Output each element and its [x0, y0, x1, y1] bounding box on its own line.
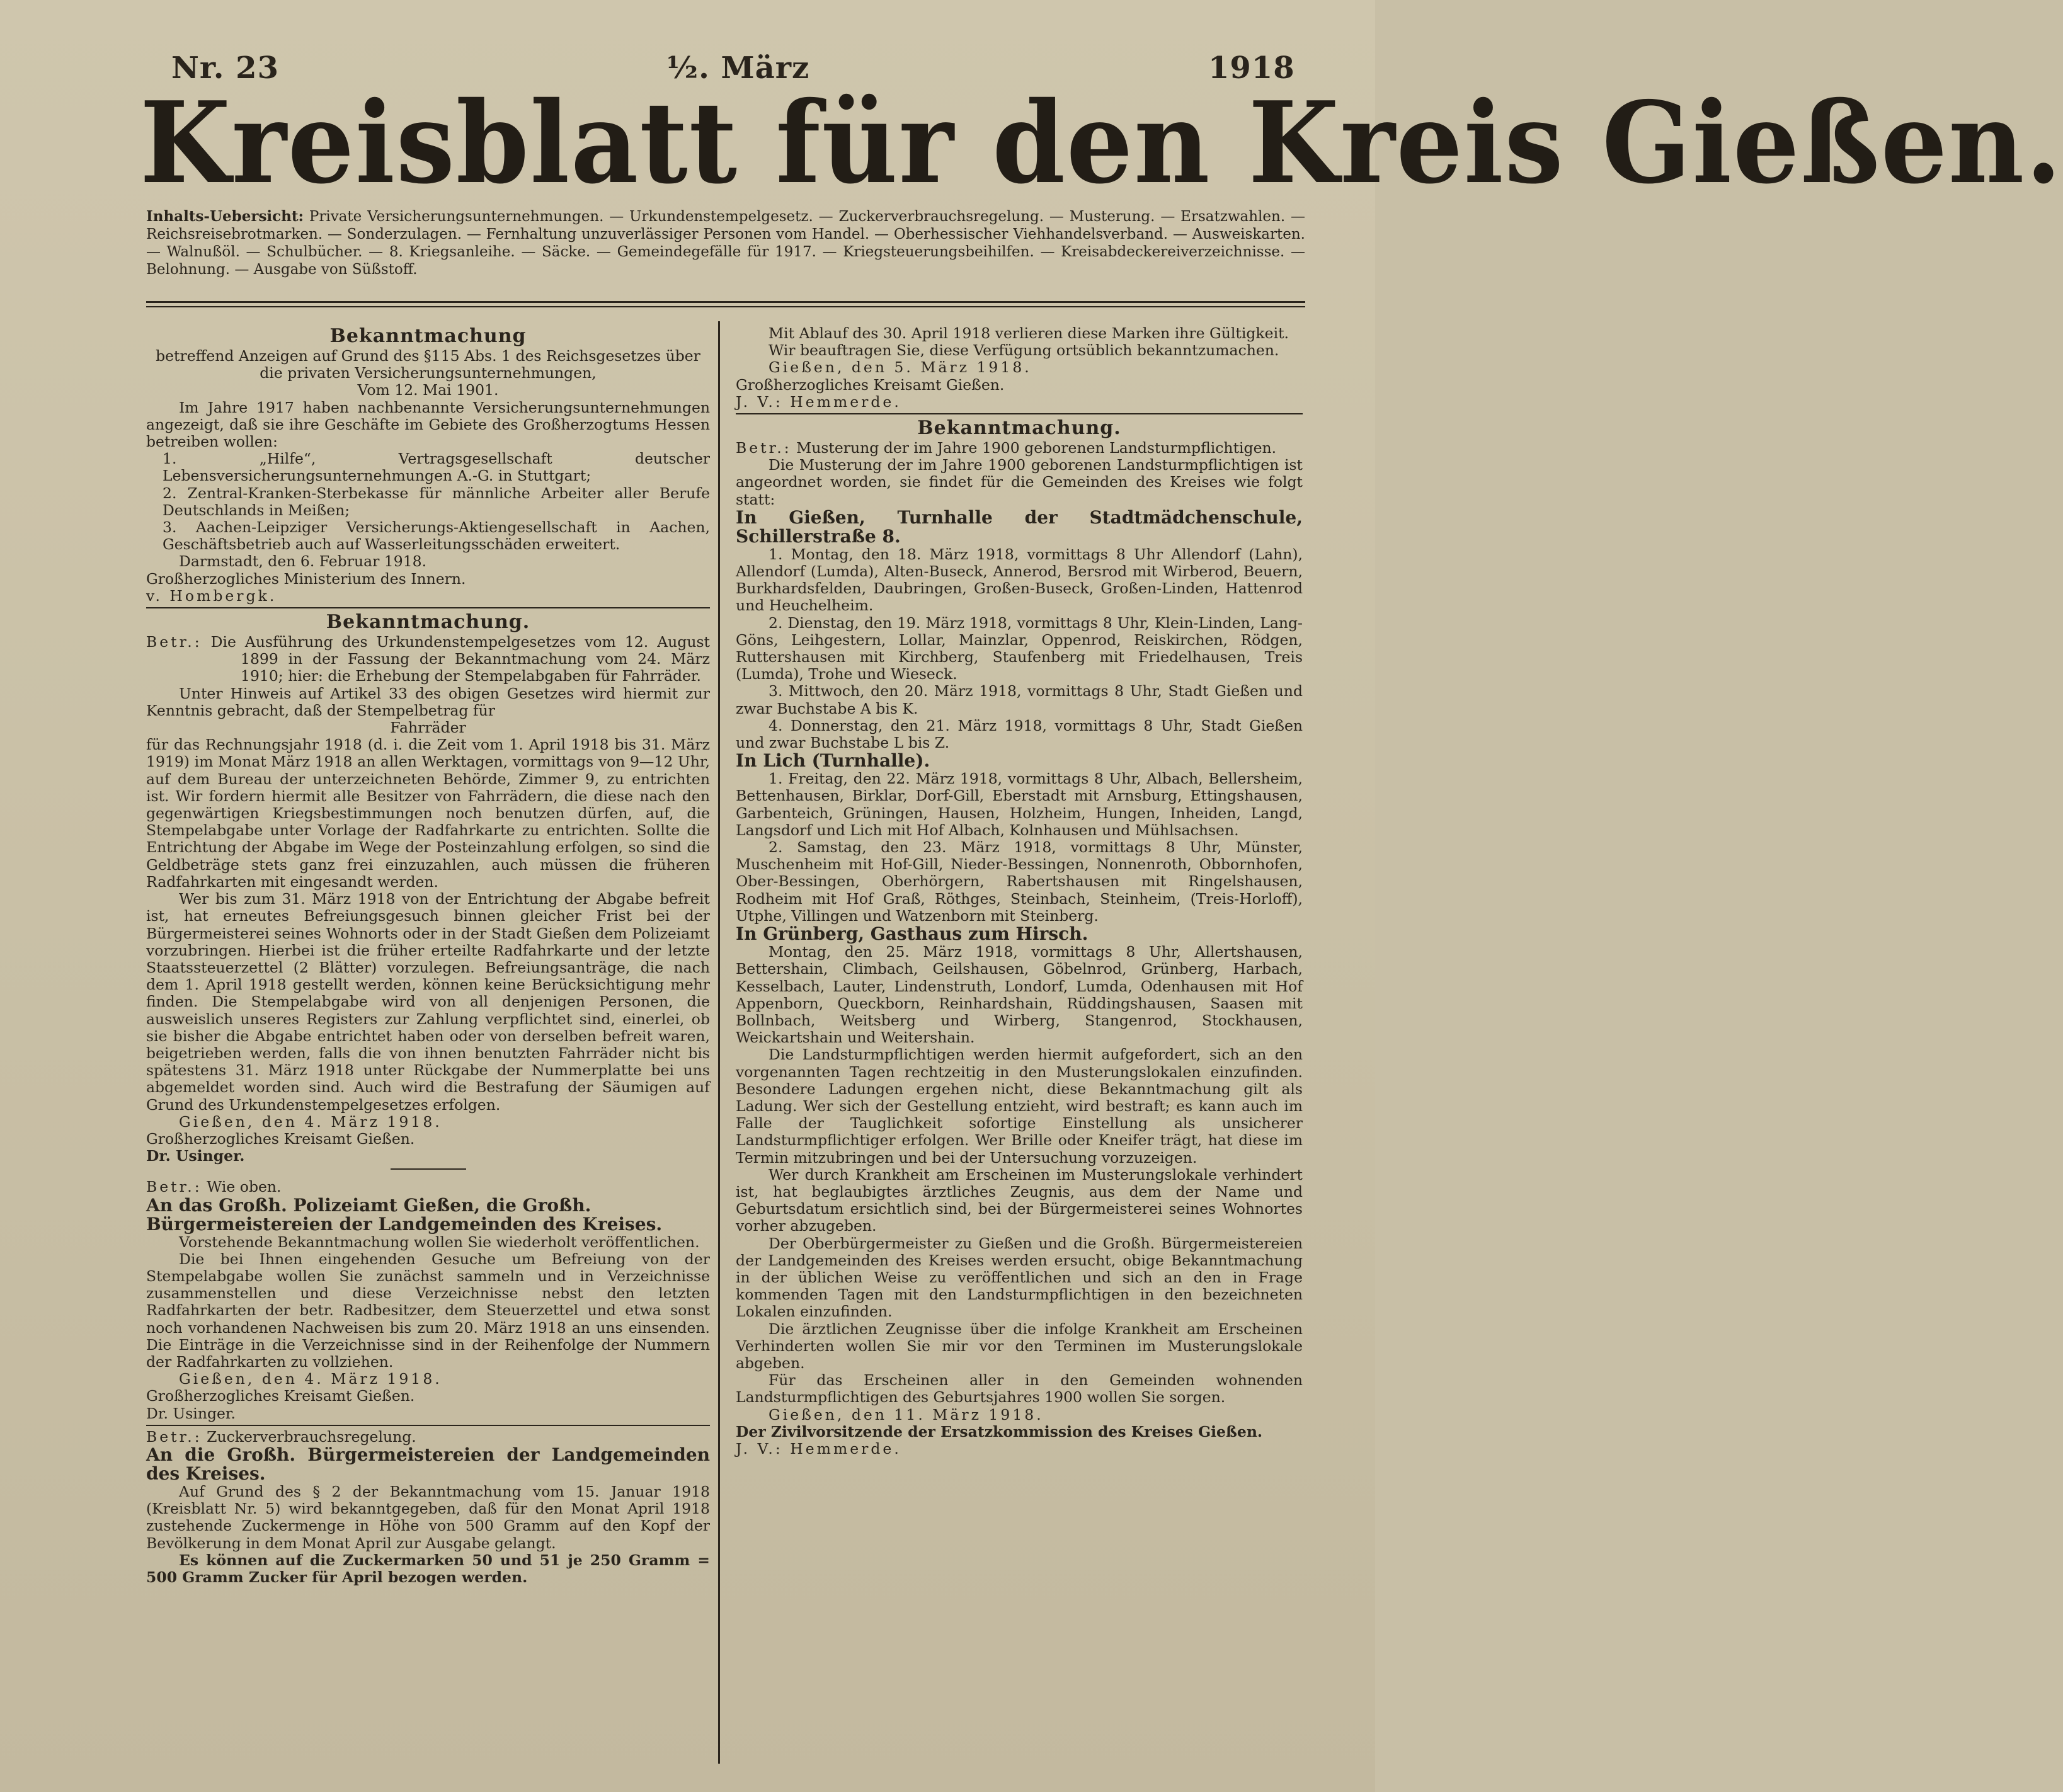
a4-paragraph: Es können auf die Zuckermarken 50 und 51 je 250 Gramm = 500 Gramm Zucker für April bezogen werden. — [146, 1551, 710, 1586]
a2-signature: Dr. Usinger. — [146, 1147, 245, 1165]
a4-subject: Zuckerverbrauchsregelung. — [207, 1427, 416, 1446]
a1-subtitle: betreffend Anzeigen auf Grund des §115 Abs. 1 des Reichsgesetzes über die privaten Versicherungsunternehmungen, — [156, 347, 700, 382]
a1-paragraph: Im Jahre 1917 haben nachbenannte Versicherungsunternehmungen angezeigt, daß sie ihre Geschäfte im Gebiete des Großherzogtums Hessen betreiben wollen: — [146, 398, 710, 451]
a2-subject-text: Die Ausführung des Urkundenstempelgesetzes vom 12. August 1899 in der Fassung der Bekanntmachung vom 24. März 1910; hier: die Erhebung der Stempelabgaben für Fahrräder. — [210, 633, 710, 685]
a5-paragraph: Der Oberbürgermeister zu Gießen und die Großh. Bürgermeistereien der Landgemeinden des Kreises werden ersucht, obige Bekanntmachung in der üblichen Weise zu veröffentlichen und sich an den in Frage kommenden Tagen mit den Landsturmpflichtigen in den bezeichneten Lokalen einzufinden. — [736, 1234, 1303, 1321]
a3-subject: Wie oben. — [207, 1178, 282, 1196]
masthead-title: Kreisblatt für den Kreis Gießen. — [140, 77, 2063, 208]
a2-authority: Großherzogliches Kreisamt Gießen. — [146, 1129, 415, 1148]
a5-schedule: Montag, den 25. März 1918, vormittags 8 Uhr, Allertshausen, Bettershain, Climbach, Geilshausen, Göbelnrod, Grünberg, Harbach, Kesselbach, Lauter, Lindenstruth, Londorf, Lumda, Odenhausen mit Hof Appenborn, Queckborn, Reinhardshain, Rüddingshausen, Saasen mit Bollnbach, Weitsberg und Wirberg, Stangenrod, Stockhausen, Weickartshain und Weitershain. — [736, 943, 1303, 1047]
betr-label: Betr.: — [736, 439, 792, 457]
a3-authority: Großherzogliches Kreisamt Gießen. — [146, 1387, 415, 1405]
a5-subject — [736, 440, 1303, 457]
betr-label: Betr.: — [146, 1178, 202, 1196]
a4-paragraph: Auf Grund des § 2 der Bekanntmachung vom 15. Januar 1918 (Kreisblatt Nr. 5) wird bekanntgegeben, daß für den Monat April 1918 zustehende Zuckermenge in Höhe von 500 Gramm auf den Kopf der Bevölkerung in dem Monat April zur Ausgabe gelangt. — [146, 1482, 710, 1552]
issue-year: 1918 — [1208, 50, 1295, 86]
table-of-contents — [146, 208, 1305, 278]
a1-place-date: Darmstadt, den 6. Februar 1918. — [179, 552, 427, 571]
a5-paragraph: Die ärztlichen Zeugnisse über die infolge Krankheit am Erscheinen Verhinderten wollen Sie mir vor den Terminen im Musterungslokale abgeben. — [736, 1320, 1303, 1372]
a5-place-date: Gießen, den 11. März 1918. — [769, 1405, 1044, 1424]
a1-title: Bekanntmachung — [329, 325, 527, 347]
a5-paragraph: Wer durch Krankheit am Erscheinen im Musterungslokale verhindert ist, hat beglaubigtes ärztliches Zeugnis, aus dem der Name und Geburtsdatum ersichtlich sind, bei der Bürgermeisterei seines Wohnortes vorher abzugeben. — [736, 1165, 1303, 1235]
a4-addressee: An die Großh. Bürgermeistereien der Landgemeinden des Kreises. — [146, 1444, 710, 1484]
a3-place-date: Gießen, den 4. März 1918. — [179, 1370, 442, 1388]
toc-text: Private Versicherungsunternehmungen. — Urkundenstempelgesetz. — Zuckerverbrauchsregelung. — Musterung. — Ersatzwahlen. — Reichsreisebrotmarken. — Sonderzulagen. — Fernhaltung unzuverlässiger Personen vom Handel. — Oberhessischer Viehhandelsverband. — Ausweiskarten. — Walnußöl. — Schulbücher. — 8. Kriegsanleihe. — Säcke. — Gemeindegefälle für 1917. — Kriegsteuerungsbeihilfen. — Kreisabdeckereiverzeichnisse. — Belohnung. — Ausgabe von Süßstoff. — [146, 208, 1305, 278]
a5-paragraph: Die Musterung der im Jahre 1900 geborenen Landsturmpflichtigen ist angeordnet worden, sie findet für die Gemeinden des Kreises wie folgt statt: — [736, 456, 1303, 508]
a3-signature: Dr. Usinger. — [146, 1404, 236, 1422]
a5-location: In Lich (Turnhalle). — [736, 750, 930, 772]
a5-signature: J. V.: Hemmerde. — [736, 1439, 901, 1458]
a5-schedule: 2. Samstag, den 23. März 1918, vormittags 8 Uhr, Münster, Muschenheim mit Hof-Gill, Nieder-Bessingen, Nonnenroth, Obbornhofen, Ober-Bessingen, Oberhörgern, Rabertshausen mit Ringelshausen, Rodheim mit Hof Graß, Röthges, Steinbach, Steinheim, (Treis-Horloff), Utphe, Villingen und Watzenborn mit Steinberg. — [736, 838, 1303, 925]
divider — [146, 607, 710, 608]
a5-schedule: 1. Montag, den 18. März 1918, vormittags 8 Uhr Allendorf (Lahn), Allendorf (Lumda), Alten-Buseck, Annerod, Bersrod mit Wirberod, Beuern, Burkhardsfelden, Daubringen, Großen-Buseck, Großen-Linden, Hattenrod und Heuchelheim. — [736, 545, 1303, 615]
a4-paragraph: Mit Ablauf des 30. April 1918 verlieren diese Marken ihre Gültigkeit. — [769, 324, 1289, 342]
a5-schedule: 2. Dienstag, den 19. März 1918, vormittags 8 Uhr, Klein-Linden, Lang-Göns, Leihgestern, Lollar, Mainzlar, Oppenrod, Reiskirchen, Rödgen, Ruttershausen mit Kirchberg, Staufenberg mit Friedelhausen, Treis (Lumda), Trohe und Wieseck. — [736, 614, 1303, 683]
toc-label: Inhalts-Uebersicht: — [146, 208, 304, 225]
a2-place-date: Gießen, den 4. März 1918. — [179, 1112, 442, 1131]
betr-label: Betr.: — [146, 1427, 202, 1446]
a5-schedule: 1. Freitag, den 22. März 1918, vormittags 8 Uhr, Albach, Bellersheim, Bettenhausen, Birklar, Dorf-Gill, Eberstadt mit Arnsburg, Ettingshausen, Garbenteich, Grüningen, Hausen, Holzheim, Hungen, Inheiden, Langd, Langsdorf und Lich mit Hof Albach, Kolnhausen und Mühlsachsen. — [736, 770, 1303, 839]
a2-subject — [146, 634, 710, 685]
a2-paragraph: für das Rechnungsjahr 1918 (d. i. die Zeit vom 1. April 1918 bis 31. März 1919) im Monat März 1918 an allen Werktagen, vormittags von 9—12 Uhr, auf dem Bureau der unterzeichneten Behörde, Zimmer 9, zu entrichten ist. Wir fordern hiermit alle Besitzer von Fahrrädern, die diese nach den gegenwärtigen Kriegsbestimmungen noch benutzen dürfen, auf, die Stempelabgabe unter Vorlage der Radfahrkarte zu entrichten. Sollte die Entrichtung der Abgabe im Wege der Posteinzahlung erfolgen, so sind die Geldbeträge stets ganz frei einzuzahlen, auch müssen die früheren Radfahrkarten mit eingesandt werden. — [146, 736, 710, 891]
a5-title: Bekanntmachung. — [917, 417, 1121, 440]
a5-schedule: 4. Donnerstag, den 21. März 1918, vormittags 8 Uhr, Stadt Gießen und zwar Buchstabe L bis Z. — [736, 716, 1303, 752]
a5-paragraph: Für das Erscheinen aller in den Gemeinden wohnenden Landsturmpflichtigen des Geburtsjahres 1900 wollen Sie sorgen. — [736, 1371, 1303, 1407]
a1-item: 1. „Hilfe“, Vertragsgesellschaft deutscher Lebensversicherungsunternehmungen A.-G. in Stuttgart; — [163, 450, 710, 485]
a1-authority: Großherzogliches Ministerium des Innern. — [146, 569, 466, 588]
divider — [146, 1425, 710, 1426]
a3-addressee: An das Großh. Polizeiamt Gießen, die Großh. Bürgermeistereien der Landgemeinden des Kreises. — [146, 1194, 663, 1235]
a5-schedule: 3. Mittwoch, den 20. März 1918, vormittags 8 Uhr, Stadt Gießen und zwar Buchstabe A bis K. — [736, 682, 1303, 717]
a3-paragraph: Die bei Ihnen eingehenden Gesuche um Befreiung von der Stempelabgabe wollen Sie zunächst sammeln und in Verzeichnisse zusammenstellen und diese Verzeichnisse nebst den letzten Radfahrkarten der betr. Radbesitzer, dem Steuerzettel und etwa sonst noch vorhandenen Nachweisen bis zum 20. März 1918 an uns einsenden. Die Einträge in die Verzeichnisse sind in der Reihenfolge der Nummern der Radfahrkarten zu vollziehen. — [146, 1250, 710, 1371]
header-rule-bottom — [146, 306, 1305, 307]
betr-label: Betr.: — [146, 633, 202, 651]
header-rule-top — [146, 301, 1305, 303]
a1-signature: v. Hombergk. — [146, 586, 277, 605]
issue-date: ½. März — [666, 50, 810, 86]
a2-paragraph: Wer bis zum 31. März 1918 von der Entrichtung der Abgabe befreit ist, hat erneutes Befreiungsgesuch binnen gleicher Frist bei der Bürgermeisterei seines Wohnorts oder in der Stadt Gießen dem Polizeiamt vorzubringen. Hierbei ist die früher erteilte Radfahrkarte und der letzte Staatssteuerzettel (2 Blätter) vorzulegen. Befreiungsanträge, die nach dem 1. April 1918 gestellt werden, können keine Berücksichtigung mehr finden. Die Stempelabgabe wird von all denjenigen Personen, die ausweislich unseres Registers zur Zahlung verpflichtet sind, einerlei, ob sie bisher die Abgabe entrichtet haben oder von derselben befreit waren, beigetrieben werden, falls die von ihnen benutzten Fahrräder nicht bis spätestens 31. März 1918 unter Rückgabe der Nummerplatte bei uns abgemeldet worden sind. Auch wird die Bestrafung der Säumigen auf Grund des Urkundenstempelgesetzes erfolgen. — [146, 890, 710, 1114]
a5-authority: Der Zivilvorsitzende der Ersatzkommission des Kreises Gießen. — [736, 1422, 1263, 1441]
a2-title: Bekanntmachung. — [326, 611, 530, 634]
a5-subject-text: Musterung der im Jahre 1900 geborenen Landsturmpflichtigen. — [796, 439, 1277, 457]
a1-date: Vom 12. Mai 1901. — [357, 381, 499, 399]
a4-paragraph: Wir beauftragen Sie, diese Verfügung ortsüblich bekanntzumachen. — [769, 341, 1279, 360]
right-column — [736, 325, 1303, 1458]
a2-paragraph: Unter Hinweis auf Artikel 33 des obigen Gesetzes wird hiermit zur Kenntnis gebracht, daß der Stempelbetrag für — [146, 684, 710, 719]
a4-place-date: Gießen, den 5. März 1918. — [769, 358, 1032, 377]
a1-item: 3. Aachen-Leipziger Versicherungs-Aktiengesellschaft in Aachen, Geschäftsbetrieb auch auf Wasserleitungsschäden erweitert. — [163, 518, 710, 554]
a5-location: In Gießen, Turnhalle der Stadtmädchenschule, Schillerstraße 8. — [736, 506, 1303, 547]
a3-paragraph: Vorstehende Bekanntmachung wollen Sie wiederholt veröffentlichen. — [179, 1233, 700, 1251]
a4-authority: Großherzogliches Kreisamt Gießen. — [736, 375, 1005, 394]
a4-signature: J. V.: Hemmerde. — [736, 392, 901, 411]
divider — [736, 413, 1303, 414]
left-column — [146, 325, 710, 1586]
column-divider — [718, 321, 720, 1764]
a1-item: 2. Zentral-Kranken-Sterbekasse für männliche Arbeiter aller Berufe Deutschlands in Meißen; — [163, 484, 710, 519]
issue-number: Nr. 23 — [171, 50, 279, 86]
divider-short — [391, 1168, 466, 1170]
a5-location: In Grünberg, Gasthaus zum Hirsch. — [736, 923, 1089, 945]
a2-item: Fahrräder — [390, 719, 466, 737]
a5-paragraph: Die Landsturmpflichtigen werden hiermit aufgefordert, sich an den vorgenannten Tagen rechtzeitig in den Musterungslokalen einzufinden. Besondere Ladungen ergehen nicht, diese Bekanntmachung gilt als Ladung. Wer sich der Gestellung entzieht, wird bestraft; es kann auch im Falle der Tauglichkeit sofortige Einstellung als unsicherer Landsturmpflichtiger erfolgen. Wer Brille oder Kneifer trägt, hat diese im Termin mitzubringen und bei der Untersuchung vorzuzeigen. — [736, 1046, 1303, 1167]
